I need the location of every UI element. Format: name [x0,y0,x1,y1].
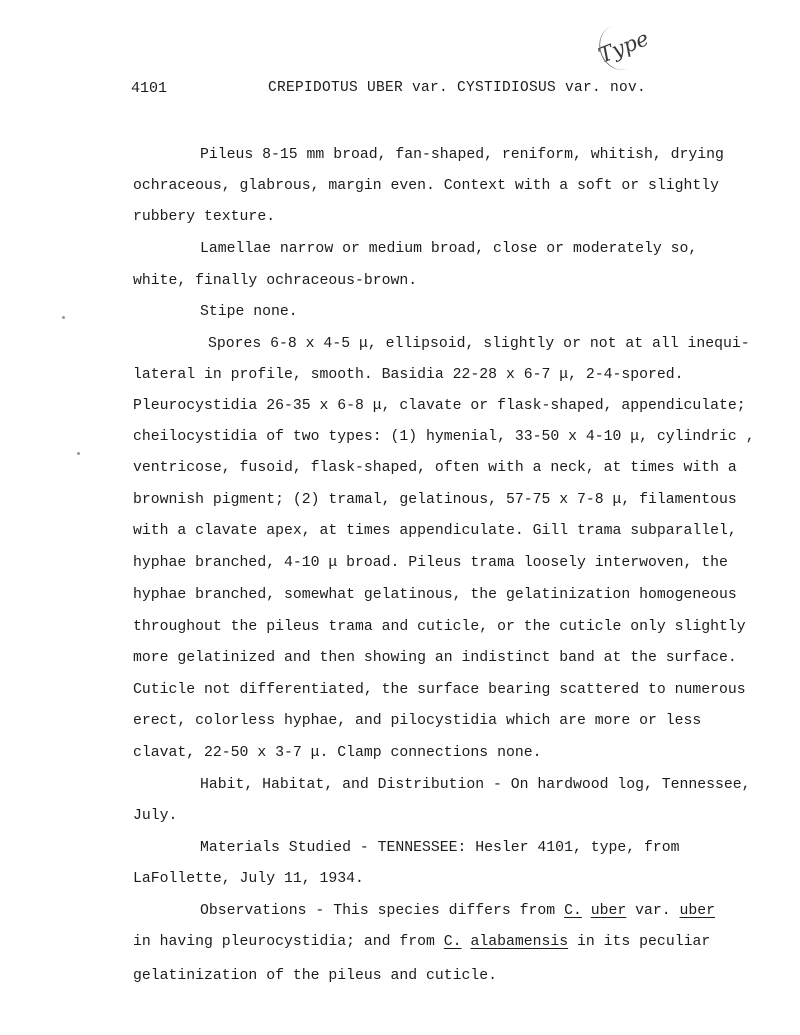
variety-epithet: uber [679,903,716,919]
text-line: cheilocystidia of two types: (1) hymenial, 33-50 x 4-10 μ, cylindric , [133,429,755,445]
text-line: Cuticle not differentiated, the surface bearing scattered to numerous [133,682,746,698]
text-line: Pileus 8-15 mm broad, fan-shaped, reniform, whitish, drying [200,147,724,163]
text-line: lateral in profile, smooth. Basidia 22-28 x 6-7 μ, 2-4-spored. [133,367,684,383]
text-line: clavat, 22-50 x 3-7 μ. Clamp connections none. [133,745,542,761]
genus-abbrev: C. [564,903,582,919]
document-header [131,80,771,100]
observations-line: in having pleurocystidia; and from C. alabamensis in its peculiar [133,934,711,950]
text-line: with a clavate apex, at times appendiculate. Gill trama subparallel, [133,523,737,539]
text-line: July. [133,808,178,824]
text-line: throughout the pileus trama and cuticle, or the cuticle only slightly [133,619,746,635]
text-line: Spores 6-8 x 4-5 μ, ellipsoid, slightly or not at all inequi- [208,336,750,352]
text-line: more gelatinized and then showing an indistinct band at the surface. [133,650,737,666]
text-line: white, finally ochraceous-brown. [133,273,418,289]
scan-speck [77,452,80,455]
text-line: Stipe none. [200,304,298,320]
text-line: Habit, Habitat, and Distribution - On hardwood log, Tennessee, [200,777,751,793]
text-line: ventricose, fusoid, flask-shaped, often with a neck, at times with a [133,460,737,476]
species-epithet: uber [590,903,627,919]
text-line: brownish pigment; (2) tramal, gelatinous, 57-75 x 7-8 μ, filamentous [133,492,737,508]
text-line: LaFollette, July 11, 1934. [133,871,364,887]
text-line: Lamellae narrow or medium broad, close or moderately so, [200,241,698,257]
observations-line: Observations - This species differs from C. uber var. uber [200,903,716,919]
text-line: Materials Studied - TENNESSEE: Hesler 4101, type, from [200,840,680,856]
text-line: erect, colorless hyphae, and pilocystidia which are more or less [133,713,702,729]
text-line: hyphae branched, 4-10 μ broad. Pileus trama loosely interwoven, the [133,555,728,571]
text-line: hyphae branched, somewhat gelatinous, the gelatinization homogeneous [133,587,737,603]
text-line: Pleurocystidia 26-35 x 6-8 μ, clavate or flask-shaped, appendiculate; [133,398,746,414]
genus-abbrev: C. [443,934,462,950]
text-line: ochraceous, glabrous, margin even. Context with a soft or slightly [133,178,720,194]
scan-speck [62,316,65,319]
text-line: gelatinization of the pileus and cuticle. [133,968,498,984]
species-title: CREPIDOTUS UBER var. CYSTIDIOSUS var. nov. [268,80,647,96]
text-line: rubbery texture. [133,209,276,225]
collection-number: 4101 [131,80,168,97]
type-handwritten-stamp: Type [588,12,653,85]
species-epithet: alabamensis [470,934,569,950]
